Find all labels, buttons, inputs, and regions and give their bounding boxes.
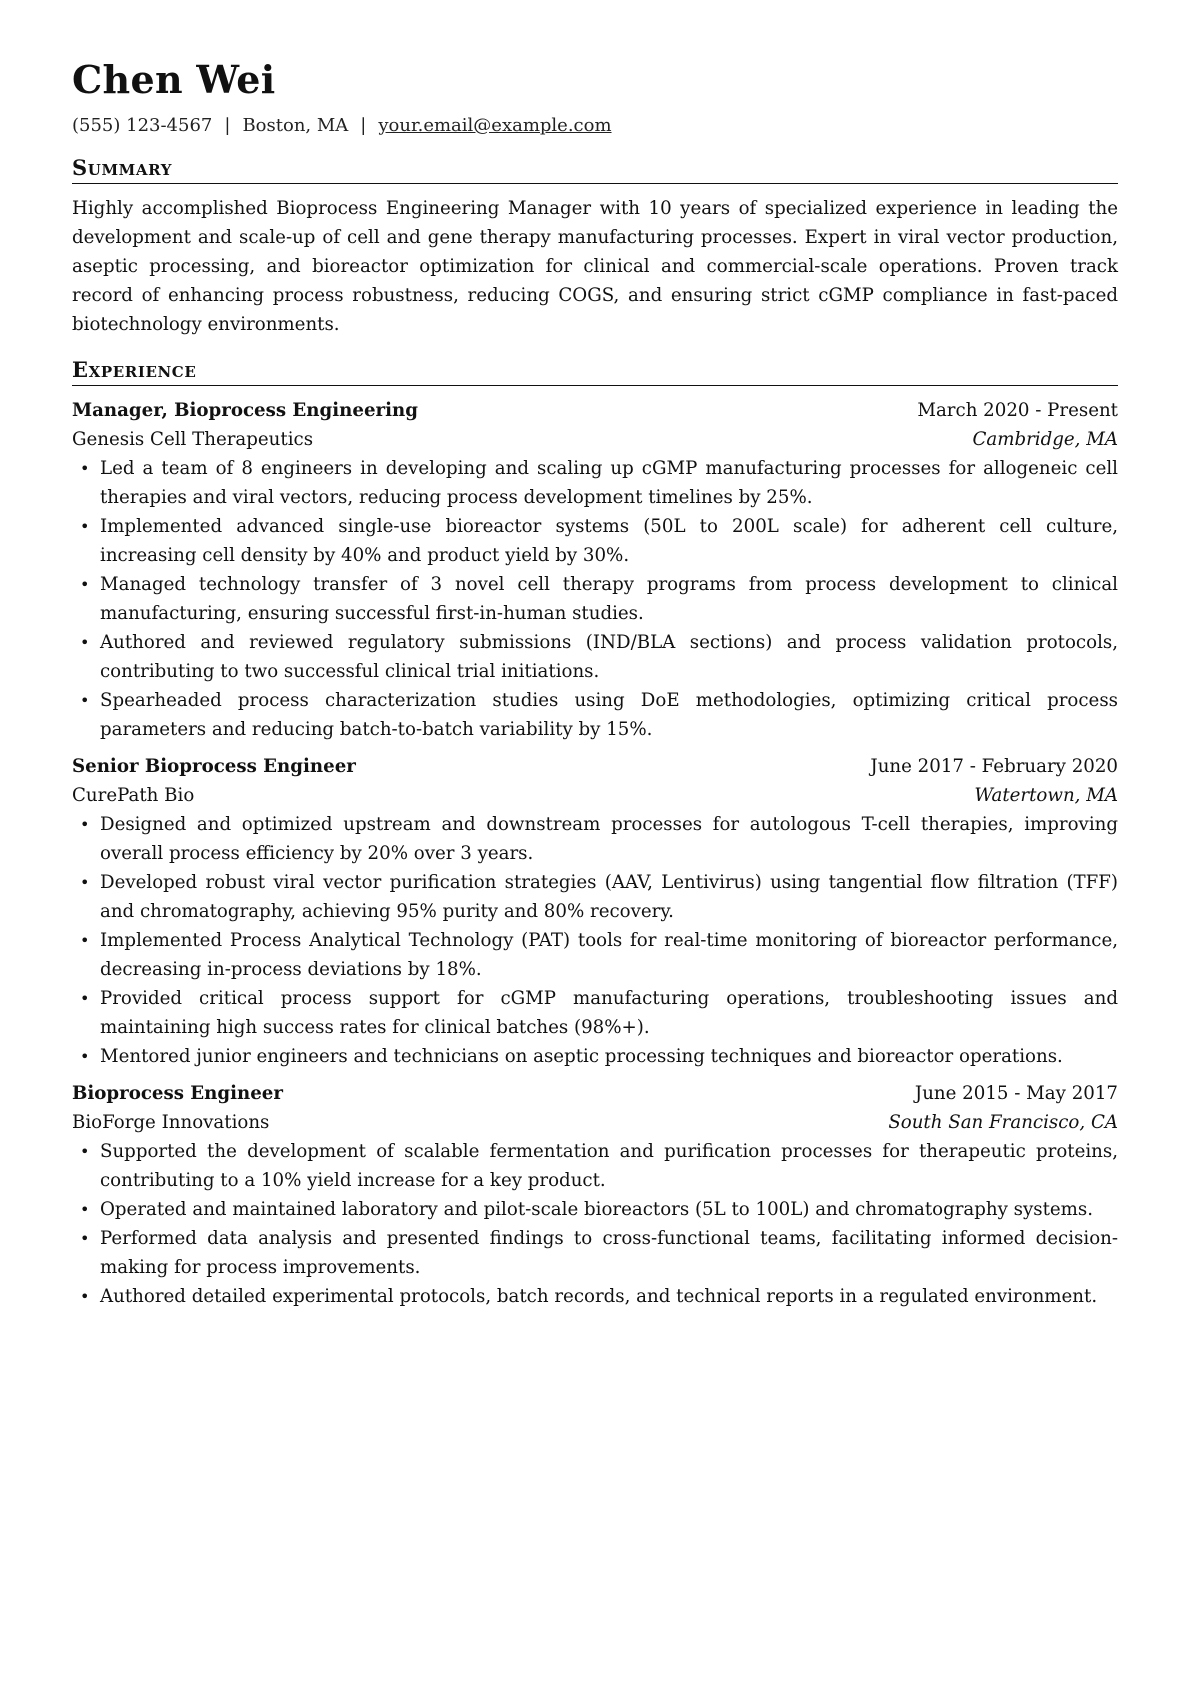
bullet-item: • Performed data analysis and presented findings to cross-functional teams, facilitating informed decision-making for process improvements. <box>72 1224 1118 1282</box>
experience-list <box>72 396 1118 1311</box>
bullet-item: • Supported the development of scalable fermentation and purification processes for therapeutic proteins, contributing to a 10% yield increase for a key product. <box>72 1137 1118 1195</box>
job-subheader <box>72 1108 1118 1137</box>
summary-heading: Summary <box>72 155 1118 184</box>
company-name: CurePath Bio <box>72 785 195 807</box>
job-dates: March 2020 - Present <box>917 400 1118 422</box>
job-header <box>72 1079 1118 1108</box>
job-dates: June 2015 - May 2017 <box>914 1083 1118 1105</box>
summary-text: Highly accomplished Bioprocess Engineering Manager with 10 years of specialized experience in leading the development and scale-up of cell and gene therapy manufacturing processes. Expert in viral vector production, aseptic processing, and bioreactor optimization for clinical and commercial-scale operations. Proven track record of enhancing process robustness, reducing COGS, and ensuring strict cGMP compliance in fast-paced biotechnology environments. <box>72 198 1118 336</box>
job-subheader <box>72 781 1118 810</box>
job-title: Manager, Bioprocess Engineering <box>72 400 418 422</box>
bullet-item: • Provided critical process support for cGMP manufacturing operations, troubleshooting issues and maintaining high success rates for clinical batches (98%+). <box>72 984 1118 1042</box>
bullet-item: • Authored and reviewed regulatory submissions (IND/BLA sections) and process validation protocols, contributing to two successful clinical trial initiations. <box>72 628 1118 686</box>
job-location: Cambridge, MA <box>972 429 1118 451</box>
company-name: Genesis Cell Therapeutics <box>72 429 314 451</box>
job-location: Watertown, MA <box>974 785 1118 807</box>
job-title: Bioprocess Engineer <box>72 1083 283 1105</box>
bullet-item: • Authored detailed experimental protocols, batch records, and technical reports in a regulated environment. <box>72 1282 1118 1311</box>
bullet-item: • Designed and optimized upstream and downstream processes for autologous T-cell therapies, improving overall process efficiency by 20% over 3 years. <box>72 810 1118 868</box>
job-bullets <box>72 810 1118 1071</box>
email-link[interactable]: your.email@example.com <box>378 114 612 136</box>
job-header <box>72 752 1118 781</box>
bullet-item: • Developed robust viral vector purification strategies (AAV, Lentivirus) using tangential flow filtration (TFF) and chromatography, achieving 95% purity and 80% recovery. <box>72 868 1118 926</box>
job-dates: June 2017 - February 2020 <box>870 756 1118 778</box>
location: Boston, MA <box>242 114 349 136</box>
job-entry <box>72 1079 1118 1311</box>
bullet-item: • Led a team of 8 engineers in developing and scaling up cGMP manufacturing processes for allogeneic cell therapies and viral vectors, reducing process development timelines by 25%. <box>72 454 1118 512</box>
bullet-item: • Operated and maintained laboratory and pilot-scale bioreactors (5L to 100L) and chromatography systems. <box>72 1195 1118 1224</box>
job-bullets <box>72 1137 1118 1311</box>
bullet-item: • Implemented Process Analytical Technology (PAT) tools for real-time monitoring of bioreactor performance, decreasing in-process deviations by 18%. <box>72 926 1118 984</box>
job-entry <box>72 752 1118 1071</box>
candidate-name: Chen Wei <box>72 57 276 102</box>
job-title: Senior Bioprocess Engineer <box>72 756 356 778</box>
company-name: BioForge Innovations <box>72 1112 270 1134</box>
experience-heading: Experience <box>72 357 1118 386</box>
phone-number: (555) 123-4567 <box>72 114 213 136</box>
job-subheader <box>72 425 1118 454</box>
contact-separator: | <box>360 114 367 136</box>
contact-line <box>72 114 1118 137</box>
contact-separator: | <box>224 114 231 136</box>
job-location: South San Francisco, CA <box>888 1112 1118 1134</box>
bullet-item: • Managed technology transfer of 3 novel cell therapy programs from process development to clinical manufacturing, ensuring successful first-in-human studies. <box>72 570 1118 628</box>
bullet-item: • Implemented advanced single-use bioreactor systems (50L to 200L scale) for adherent cell culture, increasing cell density by 40% and product yield by 30%. <box>72 512 1118 570</box>
bullet-item: • Spearheaded process characterization studies using DoE methodologies, optimizing critical process parameters and reducing batch-to-batch variability by 15%. <box>72 686 1118 744</box>
bullet-item: • Mentored junior engineers and technicians on aseptic processing techniques and bioreactor operations. <box>72 1042 1118 1071</box>
job-header <box>72 396 1118 425</box>
job-bullets <box>72 454 1118 744</box>
job-entry <box>72 396 1118 744</box>
